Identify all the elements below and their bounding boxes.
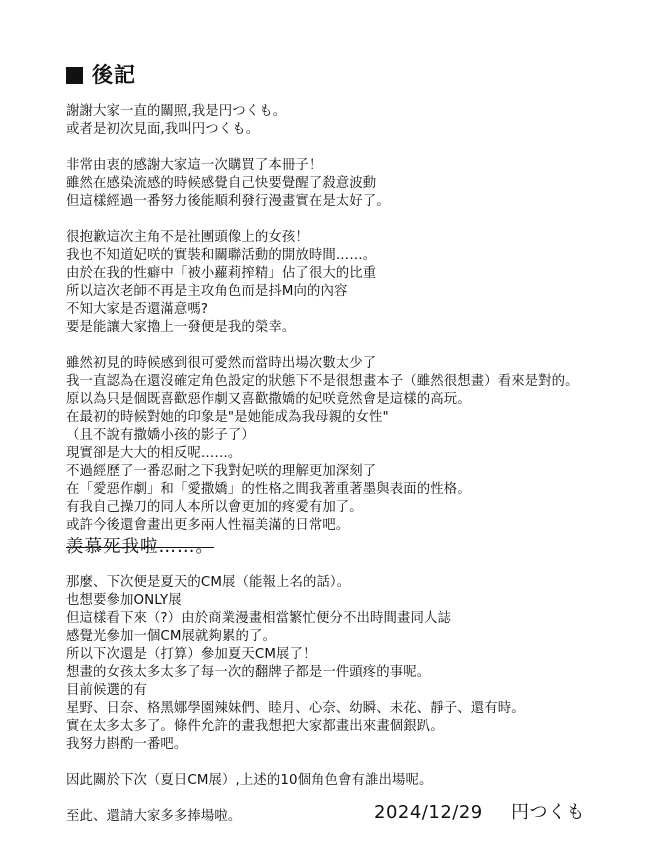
afterword-heading <box>66 62 136 88</box>
text-line: 目前候選的有 <box>66 683 147 698</box>
heading-title: 後記 <box>92 63 136 87</box>
text-line: 由於在我的性癖中「被小蘿莉搾精」佔了很大的比重 <box>66 266 377 281</box>
text-line: 不知大家是否還滿意嗎? <box>66 302 209 317</box>
text-line: 謝謝大家一直的關照,我是円つくも。 <box>66 104 287 119</box>
text-line: 感覺光參加一個CM展就夠累的了。 <box>66 629 276 644</box>
text-line: 所以下次還是（打算）參加夏天CM展了！ <box>66 647 317 662</box>
text-line: 有我自己操刀的同人本所以會更加的疼愛有加了。 <box>66 500 363 515</box>
text-line: 現實卻是大大的相反呢……。 <box>66 446 242 461</box>
text-line: 我努力斟酌一番吧。 <box>66 737 188 752</box>
text-line: 要是能讓大家擼上一發便是我的榮幸。 <box>66 320 296 335</box>
text-line: 不過經歷了一番忍耐之下我對妃咲的理解更加深刻了 <box>66 464 377 479</box>
text-line: 想畫的女孩太多太多了每一次的翻牌子都是一件頭疼的事呢。 <box>66 665 431 680</box>
text-line: 至此、還請大家多多捧場啦。 <box>66 809 242 824</box>
text-line: 所以這次老師不再是主攻角色而是抖M向的內容 <box>66 284 348 299</box>
text-line: 或者是初次見面,我叫円つくも。 <box>66 122 260 137</box>
text-line: 星野、日奈、格黑娜學園辣妹們、睦月、心奈、幼瞬、未花、靜子、還有時。 <box>66 701 525 716</box>
text-line: 在「愛惡作劇」和「愛撒嬌」的性格之間我著重著墨與表面的性格。 <box>66 482 471 497</box>
black-square-icon <box>66 67 83 84</box>
paragraph-next-event <box>66 574 641 754</box>
text-line: 在最初的時候對她的印象是"是她能成為我母親的女性" <box>66 410 389 425</box>
struck-through-line: 羨慕死我啦……。 <box>66 537 214 557</box>
text-line: 雖然在感染流感的時候感覺自己快要覺醒了殺意波動 <box>66 176 377 191</box>
text-line: 因此關於下次（夏日CM展）,上述的10個角色會有誰出場呢。 <box>66 773 433 788</box>
text-line: 非常由衷的感謝大家這一次購買了本冊子！ <box>66 158 323 173</box>
text-line: 我一直認為在還沒確定角色設定的狀態下不是很想畫本子（雖然很想畫）看來是對的。 <box>66 374 579 389</box>
text-line: 我也不知道妃咲的實裝和關聯活動的開放時間……。 <box>66 248 377 263</box>
text-line: 但這樣經過一番努力後能順利發行漫畫實在是太好了。 <box>66 194 390 209</box>
signature-date: 2024/12/29 <box>374 802 483 823</box>
paragraph-next-lineup <box>66 772 641 790</box>
text-line: （且不說有撒嬌小孩的影子了） <box>66 428 255 443</box>
paragraph-character-impression <box>66 355 641 558</box>
text-line: 原以為只是個既喜歡惡作劇又喜歡撒嬌的妃咲竟然會是這樣的高玩。 <box>66 392 471 407</box>
text-line: 實在太多太多了。條件允許的畫我想把大家都畫出來畫個銀趴。 <box>66 719 444 734</box>
text-line: 很抱歉這次主角不是社團頭像上的女孩！ <box>66 230 309 245</box>
signature-author: 円つくも <box>510 802 585 823</box>
afterword-body <box>66 103 641 844</box>
signature <box>374 802 585 824</box>
paragraph-protagonist <box>66 229 641 337</box>
text-line: 雖然初見的時候感到很可愛然而當時出場次數太少了 <box>66 356 377 371</box>
text-line: 也想要參加ONLY展 <box>66 593 182 608</box>
paragraph-thanks <box>66 157 641 211</box>
text-line: 但這樣看下來（?）由於商業漫畫相當繁忙便分不出時間畫同人誌 <box>66 611 451 626</box>
paragraph-greeting <box>66 103 641 139</box>
text-line: 或許今後還會畫出更多兩人性福美滿的日常吧。 <box>66 518 350 533</box>
text-line: 那麼、下次便是夏天的CM展（能報上名的話）。 <box>66 575 351 590</box>
